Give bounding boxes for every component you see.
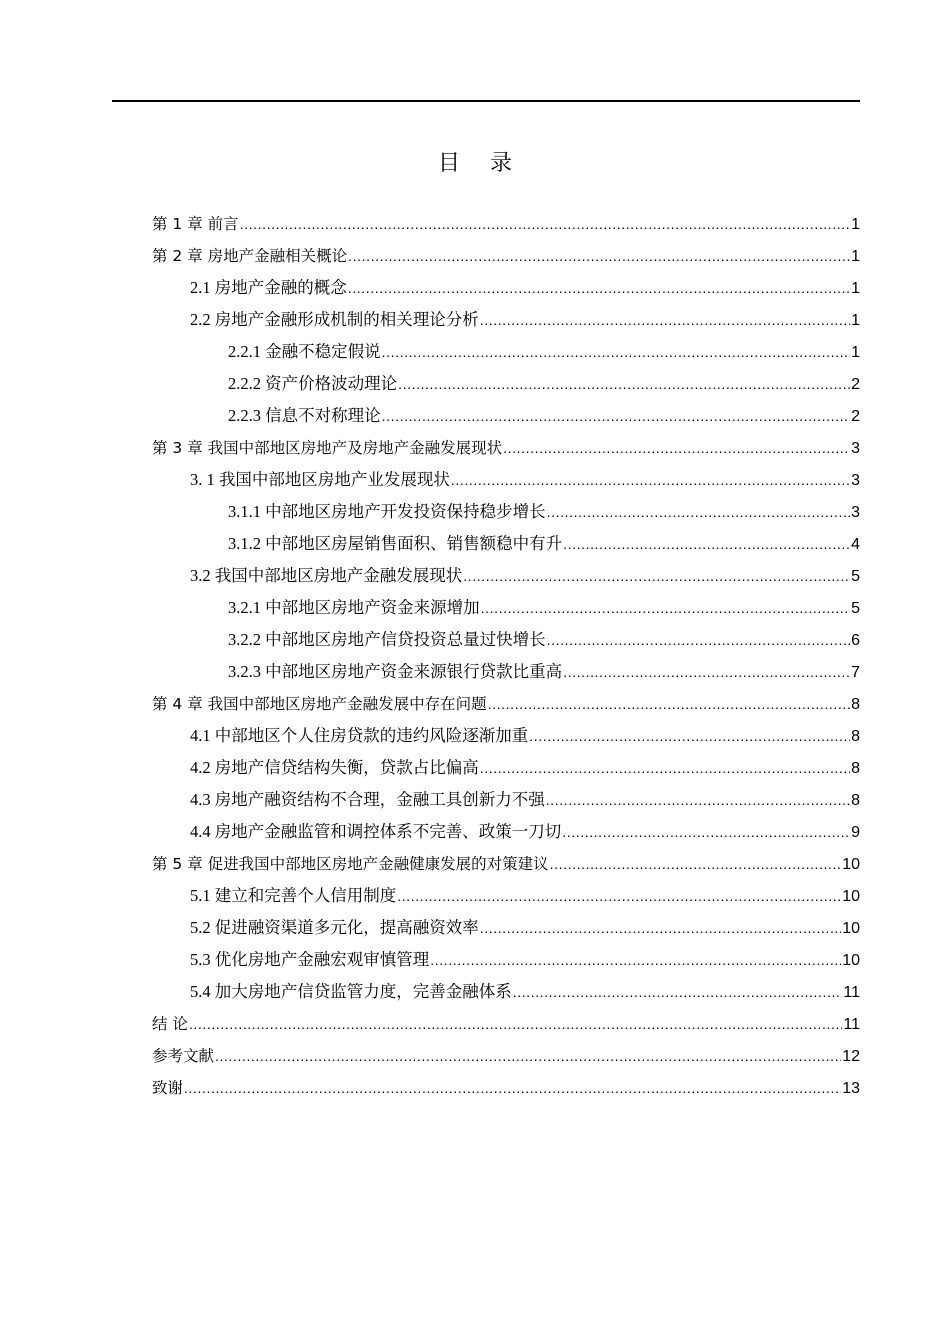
toc-leader-dots (480, 304, 850, 336)
toc-entry[interactable] (152, 1040, 860, 1072)
toc-entry[interactable] (228, 400, 860, 432)
toc-entry-page-number: 5 (851, 568, 860, 585)
toc-entry[interactable] (228, 368, 860, 400)
toc-leader-dots (348, 272, 850, 304)
toc-leader-dots (562, 816, 850, 848)
toc-leader-dots (348, 240, 850, 272)
toc-entry-label: 致谢 (152, 1079, 184, 1097)
toc-entry-label: 第 5 章 促进我国中部地区房地产金融健康发展的对策建议 (152, 855, 549, 873)
toc-entry-label: 4.3 房地产融资结构不合理，金融工具创新力不强 (190, 790, 545, 809)
toc-leader-dots (189, 1008, 842, 1040)
toc-entry-page-number: 1 (851, 280, 860, 297)
toc-entry-page-number: 5 (851, 600, 860, 617)
toc-entry-page-number: 7 (851, 664, 860, 681)
toc-entry[interactable] (228, 336, 860, 368)
toc-leader-dots (398, 368, 850, 400)
toc-entry[interactable] (190, 272, 860, 304)
toc-entry-label: 结 论 (152, 1015, 188, 1033)
toc-entry[interactable] (228, 528, 860, 560)
toc-entry-page-number: 8 (851, 792, 860, 809)
toc-entry-page-number: 6 (851, 632, 860, 649)
toc-entry[interactable] (152, 848, 860, 880)
toc-entry-page-number: 1 (851, 248, 860, 265)
toc-leader-dots (480, 752, 850, 784)
toc-entry[interactable] (190, 720, 860, 752)
toc-entry-label: 3.2.1 中部地区房地产资金来源增加 (228, 598, 480, 617)
toc-entry[interactable] (228, 496, 860, 528)
toc-entry-label: 参考文献 (152, 1047, 215, 1065)
toc-entry[interactable] (190, 560, 860, 592)
toc-entry-page-number: 13 (842, 1080, 860, 1097)
toc-entry-page-number: 1 (851, 344, 860, 361)
toc-leader-dots (382, 400, 850, 432)
toc-entry-page-number: 1 (851, 312, 860, 329)
toc-entry[interactable] (152, 432, 860, 464)
toc-leader-dots (563, 528, 850, 560)
toc-entry-page-number: 10 (842, 920, 860, 937)
toc-entry-label: 4.2 房地产信贷结构失衡，贷款占比偏高 (190, 758, 479, 777)
toc-leader-dots (382, 336, 850, 368)
toc-entry-page-number: 3 (851, 504, 860, 521)
toc-leader-dots (547, 496, 850, 528)
toc-entry[interactable] (152, 1008, 860, 1040)
toc-entry[interactable] (228, 656, 860, 688)
toc-leader-dots (546, 784, 850, 816)
toc-leader-dots (451, 464, 850, 496)
toc-entry-page-number: 8 (851, 696, 860, 713)
toc-entry-page-number: 2 (851, 408, 860, 425)
toc-entry-label: 第 4 章 我国中部地区房地产金融发展中存在问题 (152, 695, 487, 713)
toc-leader-dots (503, 432, 850, 464)
toc-entry[interactable] (190, 816, 860, 848)
toc-entry-page-number: 10 (842, 952, 860, 969)
toc-entry-label: 3.1.2 中部地区房屋销售面积、销售额稳中有升 (228, 534, 563, 553)
toc-entry-page-number: 12 (842, 1048, 860, 1065)
header-rule (112, 100, 860, 102)
toc-leader-dots (547, 624, 850, 656)
toc-entry-label: 4.1 中部地区个人住房贷款的违约风险逐渐加重 (190, 726, 529, 745)
toc-entry-label: 2.2 房地产金融形成机制的相关理论分析 (190, 310, 479, 329)
toc-entry-label: 第 2 章 房地产金融相关概论 (152, 247, 348, 265)
toc-entry-page-number: 11 (843, 984, 860, 1001)
toc-entry-page-number: 11 (843, 1016, 860, 1033)
toc-entry[interactable] (228, 624, 860, 656)
toc-title-char-2: 录 (490, 151, 513, 176)
toc-entry-label: 4.4 房地产金融监管和调控体系不完善、政策一刀切 (190, 822, 562, 841)
toc-entry[interactable] (152, 208, 860, 240)
toc-title-char-1: 目 (437, 151, 460, 176)
toc-entry-page-number: 9 (851, 824, 860, 841)
toc-leader-dots (184, 1072, 841, 1104)
toc-entry-page-number: 8 (851, 728, 860, 745)
toc-leader-dots (481, 592, 850, 624)
toc-entry-page-number: 4 (851, 536, 860, 553)
toc-entry[interactable] (190, 752, 860, 784)
toc-entry[interactable] (228, 592, 860, 624)
toc-title (0, 146, 950, 177)
toc-entry-label: 3.2 我国中部地区房地产金融发展现状 (190, 566, 463, 585)
toc-entry-label: 2.2.2 资产价格波动理论 (228, 374, 398, 393)
toc-entry-label: 3.1.1 中部地区房地产开发投资保持稳步增长 (228, 502, 546, 521)
toc-entry[interactable] (190, 880, 860, 912)
toc-entry-label: 3.2.2 中部地区房地产信贷投资总量过快增长 (228, 630, 546, 649)
toc-entry[interactable] (190, 464, 860, 496)
toc-entry[interactable] (190, 912, 860, 944)
toc-entry[interactable] (152, 240, 860, 272)
toc-leader-dots (240, 208, 850, 240)
toc-entry-page-number: 2 (851, 376, 860, 393)
toc-entry-label: 5.2 促进融资渠道多元化，提高融资效率 (190, 918, 479, 937)
toc-entry[interactable] (190, 944, 860, 976)
toc-entry-label: 2.1 房地产金融的概念 (190, 278, 347, 297)
toc-entry-page-number: 10 (842, 856, 860, 873)
toc-leader-dots (430, 944, 841, 976)
toc-leader-dots (463, 560, 850, 592)
toc-entry[interactable] (190, 304, 860, 336)
toc-entry[interactable] (152, 1072, 860, 1104)
toc-entry-label: 2.2.1 金融不稳定假说 (228, 342, 381, 361)
toc-leader-dots (550, 848, 842, 880)
toc-leader-dots (480, 912, 841, 944)
toc-entry-page-number: 1 (851, 216, 860, 233)
toc-leader-dots (529, 720, 850, 752)
toc-leader-dots (513, 976, 843, 1008)
toc-leader-dots (488, 688, 850, 720)
toc-entry-label: 3.2.3 中部地区房地产资金来源银行贷款比重高 (228, 662, 563, 681)
toc-entry-label: 5.1 建立和完善个人信用制度 (190, 886, 397, 905)
toc-entry-label: 第 3 章 我国中部地区房地产及房地产金融发展现状 (152, 439, 503, 457)
toc-entry-page-number: 8 (851, 760, 860, 777)
toc-entry[interactable] (152, 688, 860, 720)
toc-leader-dots (397, 880, 841, 912)
toc-entry-label: 5.3 优化房地产金融宏观审慎管理 (190, 950, 430, 969)
toc-leader-dots (563, 656, 850, 688)
toc-entry-label: 第 1 章 前言 (152, 215, 239, 233)
toc-entry-page-number: 10 (842, 888, 860, 905)
toc-entry-label: 3. 1 我国中部地区房地产业发展现状 (190, 470, 450, 489)
toc-entry-label: 5.4 加大房地产信贷监管力度，完善金融体系 (190, 982, 512, 1001)
toc-entry-page-number: 3 (851, 472, 860, 489)
toc-leader-dots (215, 1040, 841, 1072)
toc-entry-page-number: 3 (851, 440, 860, 457)
toc-entry-label: 2.2.3 信息不对称理论 (228, 406, 381, 425)
toc-entry[interactable] (190, 976, 860, 1008)
toc-entry[interactable] (190, 784, 860, 816)
